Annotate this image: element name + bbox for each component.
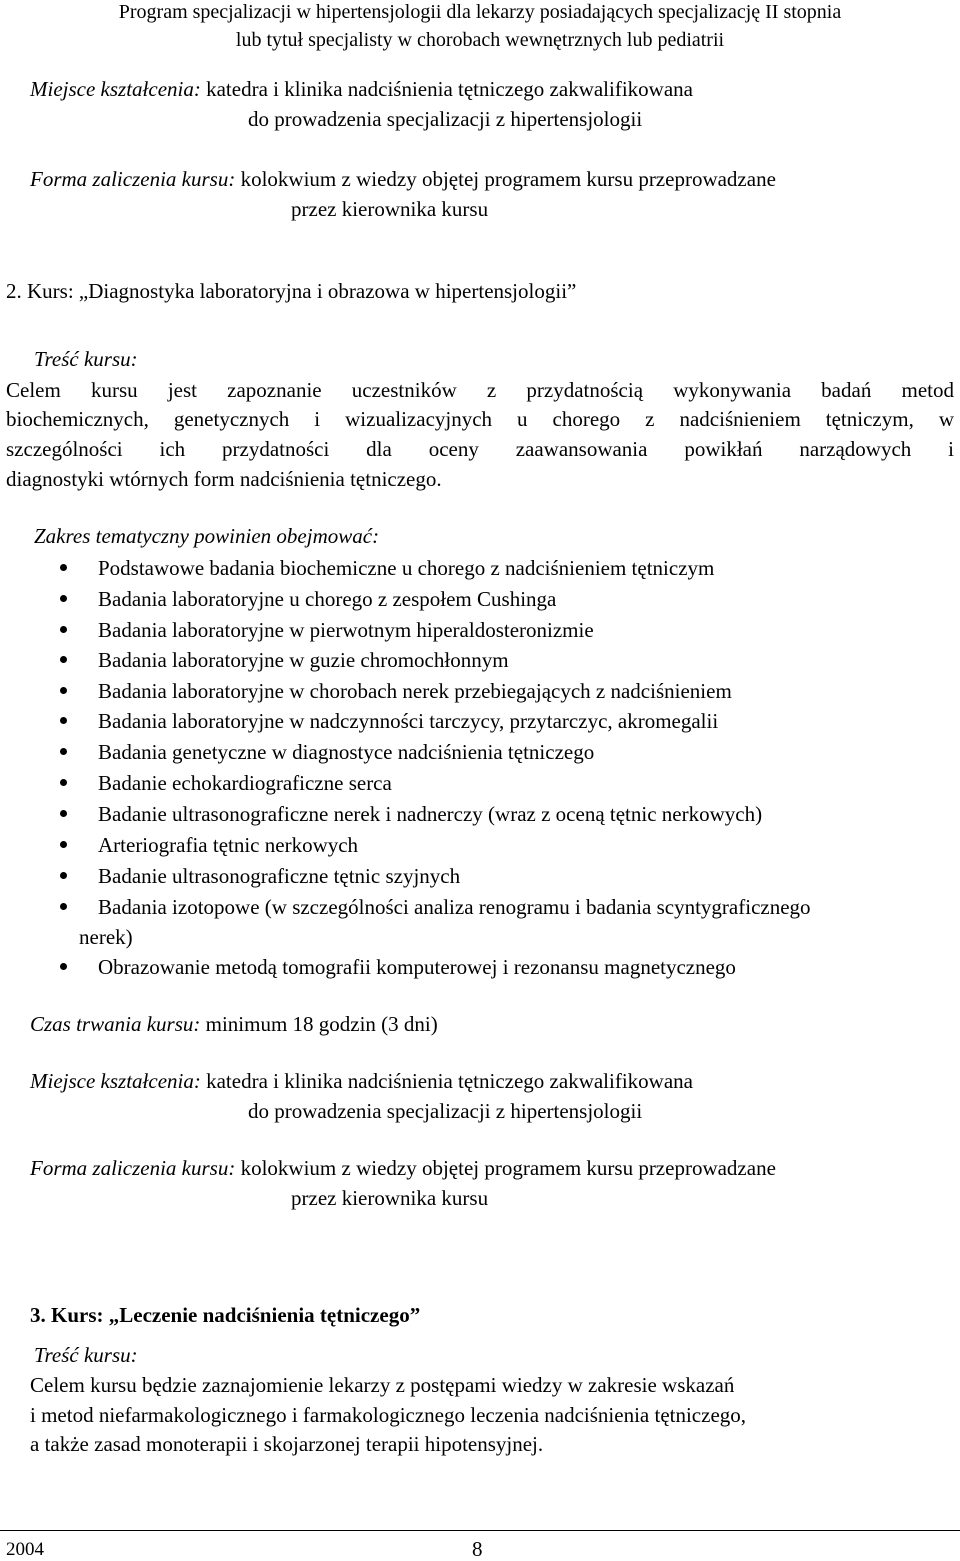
list-item: Badanie ultrasonograficzne tętnic szyjnych: [98, 864, 461, 888]
header-line-2: lub tytuł specjalisty w chorobach wewnętrznych lub pediatrii: [235, 29, 725, 51]
form-row-1: [30, 1155, 776, 1181]
place-label: Miejsce kształcenia:: [30, 77, 201, 101]
list-item: Badania laboratoryjne w guzie chromochłonnym: [98, 648, 509, 672]
bullet-dot: [60, 626, 67, 633]
list-item: Badania laboratoryjne w chorobach nerek przebiegających z nadciśnieniem: [98, 679, 732, 703]
form-value: kolokwium z wiedzy objętej programem kursu przeprowadzane: [240, 1156, 776, 1180]
bullet-dot: [60, 810, 67, 817]
course-2-title: 2. Kurs: „Diagnostyka laboratoryjna i obrazowa w hipertensjologii”: [6, 279, 577, 303]
course-3-description-line: Celem kursu będzie zaznajomienie lekarzy z postępami wiedzy w zakresie wskazań: [30, 1373, 735, 1397]
bullet-dot: [60, 841, 67, 848]
bullet-dot: [60, 779, 67, 786]
bullet-dot: [60, 687, 67, 694]
list-item: Badania laboratoryjne w nadczynności tarczycy, przytarczyc, akromegalii: [98, 709, 719, 733]
list-item: Obrazowanie metodą tomografii komputerowej i rezonansu magnetycznego: [98, 955, 736, 979]
bullet-dot: [60, 872, 67, 879]
place-value: katedra i klinika nadciśnienia tętniczego zakwalifikowana: [206, 77, 693, 101]
bullet-dot: [60, 656, 67, 663]
bullet-dot: [60, 717, 67, 724]
bullet-dot: [60, 748, 67, 755]
list-item: Badania izotopowe (w szczególności analiza renogramu i badania scyntygraficznego: [98, 895, 811, 919]
list-item: Badania laboratoryjne w pierwotnym hiperaldosteronizmie: [98, 618, 594, 642]
list-item: Arteriografia tętnic nerkowych: [98, 833, 359, 857]
form-row-1: [30, 166, 776, 192]
place-value: katedra i klinika nadciśnienia tętniczego zakwalifikowana: [206, 1069, 693, 1093]
course-3-description-line: i metod niefarmakologicznego i farmakologicznego leczenia nadciśnienia tętniczego,: [30, 1403, 747, 1427]
form-value: kolokwium z wiedzy objętej programem kursu przeprowadzane: [240, 167, 776, 191]
list-item: Badanie echokardiograficzne serca: [98, 771, 392, 795]
list-item-continuation: nerek): [79, 925, 133, 949]
form-value-line-2: przez kierownika kursu: [291, 1186, 489, 1210]
footer-year: 2004: [6, 1539, 44, 1560]
course-2-description-line: diagnostyki wtórnych form nadciśnienia tętniczego.: [6, 467, 442, 491]
course-2-description-line: biochemicznych, genetycznych i wizualizacyjnych u chorego z nadciśnieniem tętniczym, w: [6, 407, 954, 431]
bullet-dot: [60, 963, 67, 970]
form-label: Forma zaliczenia kursu:: [30, 1156, 236, 1180]
list-item: Badanie ultrasonograficzne nerek i nadnerczy (wraz z oceną tętnic nerkowych): [98, 802, 763, 826]
place-row-1: [30, 1068, 693, 1094]
list-item: Podstawowe badania biochemiczne u chorego z nadciśnieniem tętniczym: [98, 556, 715, 580]
course-2-description-line: Celem kursu jest zapoznanie uczestników z przydatnością wykonywania badań metod: [6, 378, 954, 402]
form-value-line-2: przez kierownika kursu: [291, 197, 489, 221]
course-2-content-label: Treść kursu:: [34, 347, 138, 371]
list-item: Badania genetyczne w diagnostyce nadciśnienia tętniczego: [98, 740, 595, 764]
duration-row: [30, 1011, 438, 1037]
course-2-scope-label: Zakres tematyczny powinien obejmować:: [34, 524, 380, 548]
bullet-dot: [60, 903, 67, 910]
course-3-description-line: a także zasad monoterapii i skojarzonej terapii hipotensyjnej.: [30, 1432, 544, 1456]
duration-label: Czas trwania kursu:: [30, 1012, 201, 1036]
form-label: Forma zaliczenia kursu:: [30, 167, 236, 191]
list-item: Badania laboratoryjne u chorego z zespołem Cushinga: [98, 587, 557, 611]
duration-value: minimum 18 godzin (3 dni): [205, 1012, 438, 1036]
footer-divider: [0, 1530, 960, 1531]
place-label: Miejsce kształcenia:: [30, 1069, 201, 1093]
course-3-content-label: Treść kursu:: [34, 1343, 138, 1367]
header-line-1: Program specjalizacji w hipertensjologii dla lekarzy posiadających specjalizację II stopnia: [118, 1, 842, 23]
course-2-description-line: szczególności ich przydatności dla oceny zaawansowania powikłań narządowych i: [6, 437, 954, 461]
place-value-line-2: do prowadzenia specjalizacji z hipertensjologii: [248, 107, 643, 131]
place-row-1: [30, 76, 693, 102]
bullet-dot: [60, 564, 67, 571]
bullet-dot: [60, 595, 67, 602]
place-value-line-2: do prowadzenia specjalizacji z hipertensjologii: [248, 1099, 643, 1123]
page-number: 8: [472, 1537, 483, 1561]
course-3-title: 3. Kurs: „Leczenie nadciśnienia tętniczego”: [30, 1303, 421, 1327]
